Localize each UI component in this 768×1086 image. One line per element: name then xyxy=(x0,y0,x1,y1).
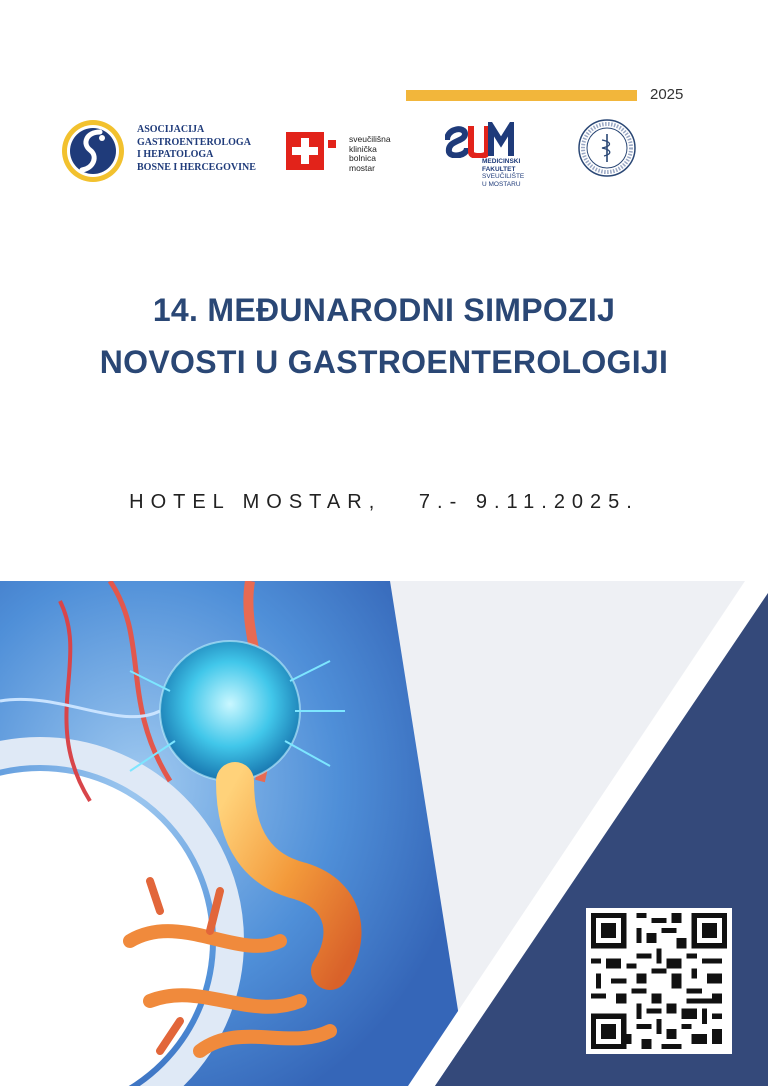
year-label: 2025 xyxy=(650,86,684,103)
year-accent-bar xyxy=(406,90,637,101)
title-line-2: NOVOSTI U GASTROENTEROLOGIJI xyxy=(99,344,669,380)
qr-code[interactable] xyxy=(586,908,732,1054)
faculty-logo-icon xyxy=(445,122,515,158)
title-line-1: 14. MEĐUNARODNI SIMPOZIJ xyxy=(152,292,616,328)
medical-seal-icon xyxy=(577,118,637,178)
partner-logos xyxy=(0,112,768,192)
venue-date: HOTEL MOSTAR, 7.- 9.11.2025. xyxy=(129,491,639,513)
hospital-name: sveučilišna klinička bolnica mostar xyxy=(349,134,391,173)
symposium-title xyxy=(0,284,768,388)
association-name: ASOCIJACIJA GASTROENTEROLOGA I HEPATOLOGA BOSNE I HERCEGOVINE xyxy=(137,124,256,173)
qr-code-icon xyxy=(586,908,732,1054)
association-logo-icon xyxy=(60,118,126,184)
hospital-cross-logo-icon xyxy=(286,132,342,170)
faculty-name: MEDICINSKI FAKULTET SVEUČILIŠTE U MOSTARU xyxy=(482,158,525,188)
